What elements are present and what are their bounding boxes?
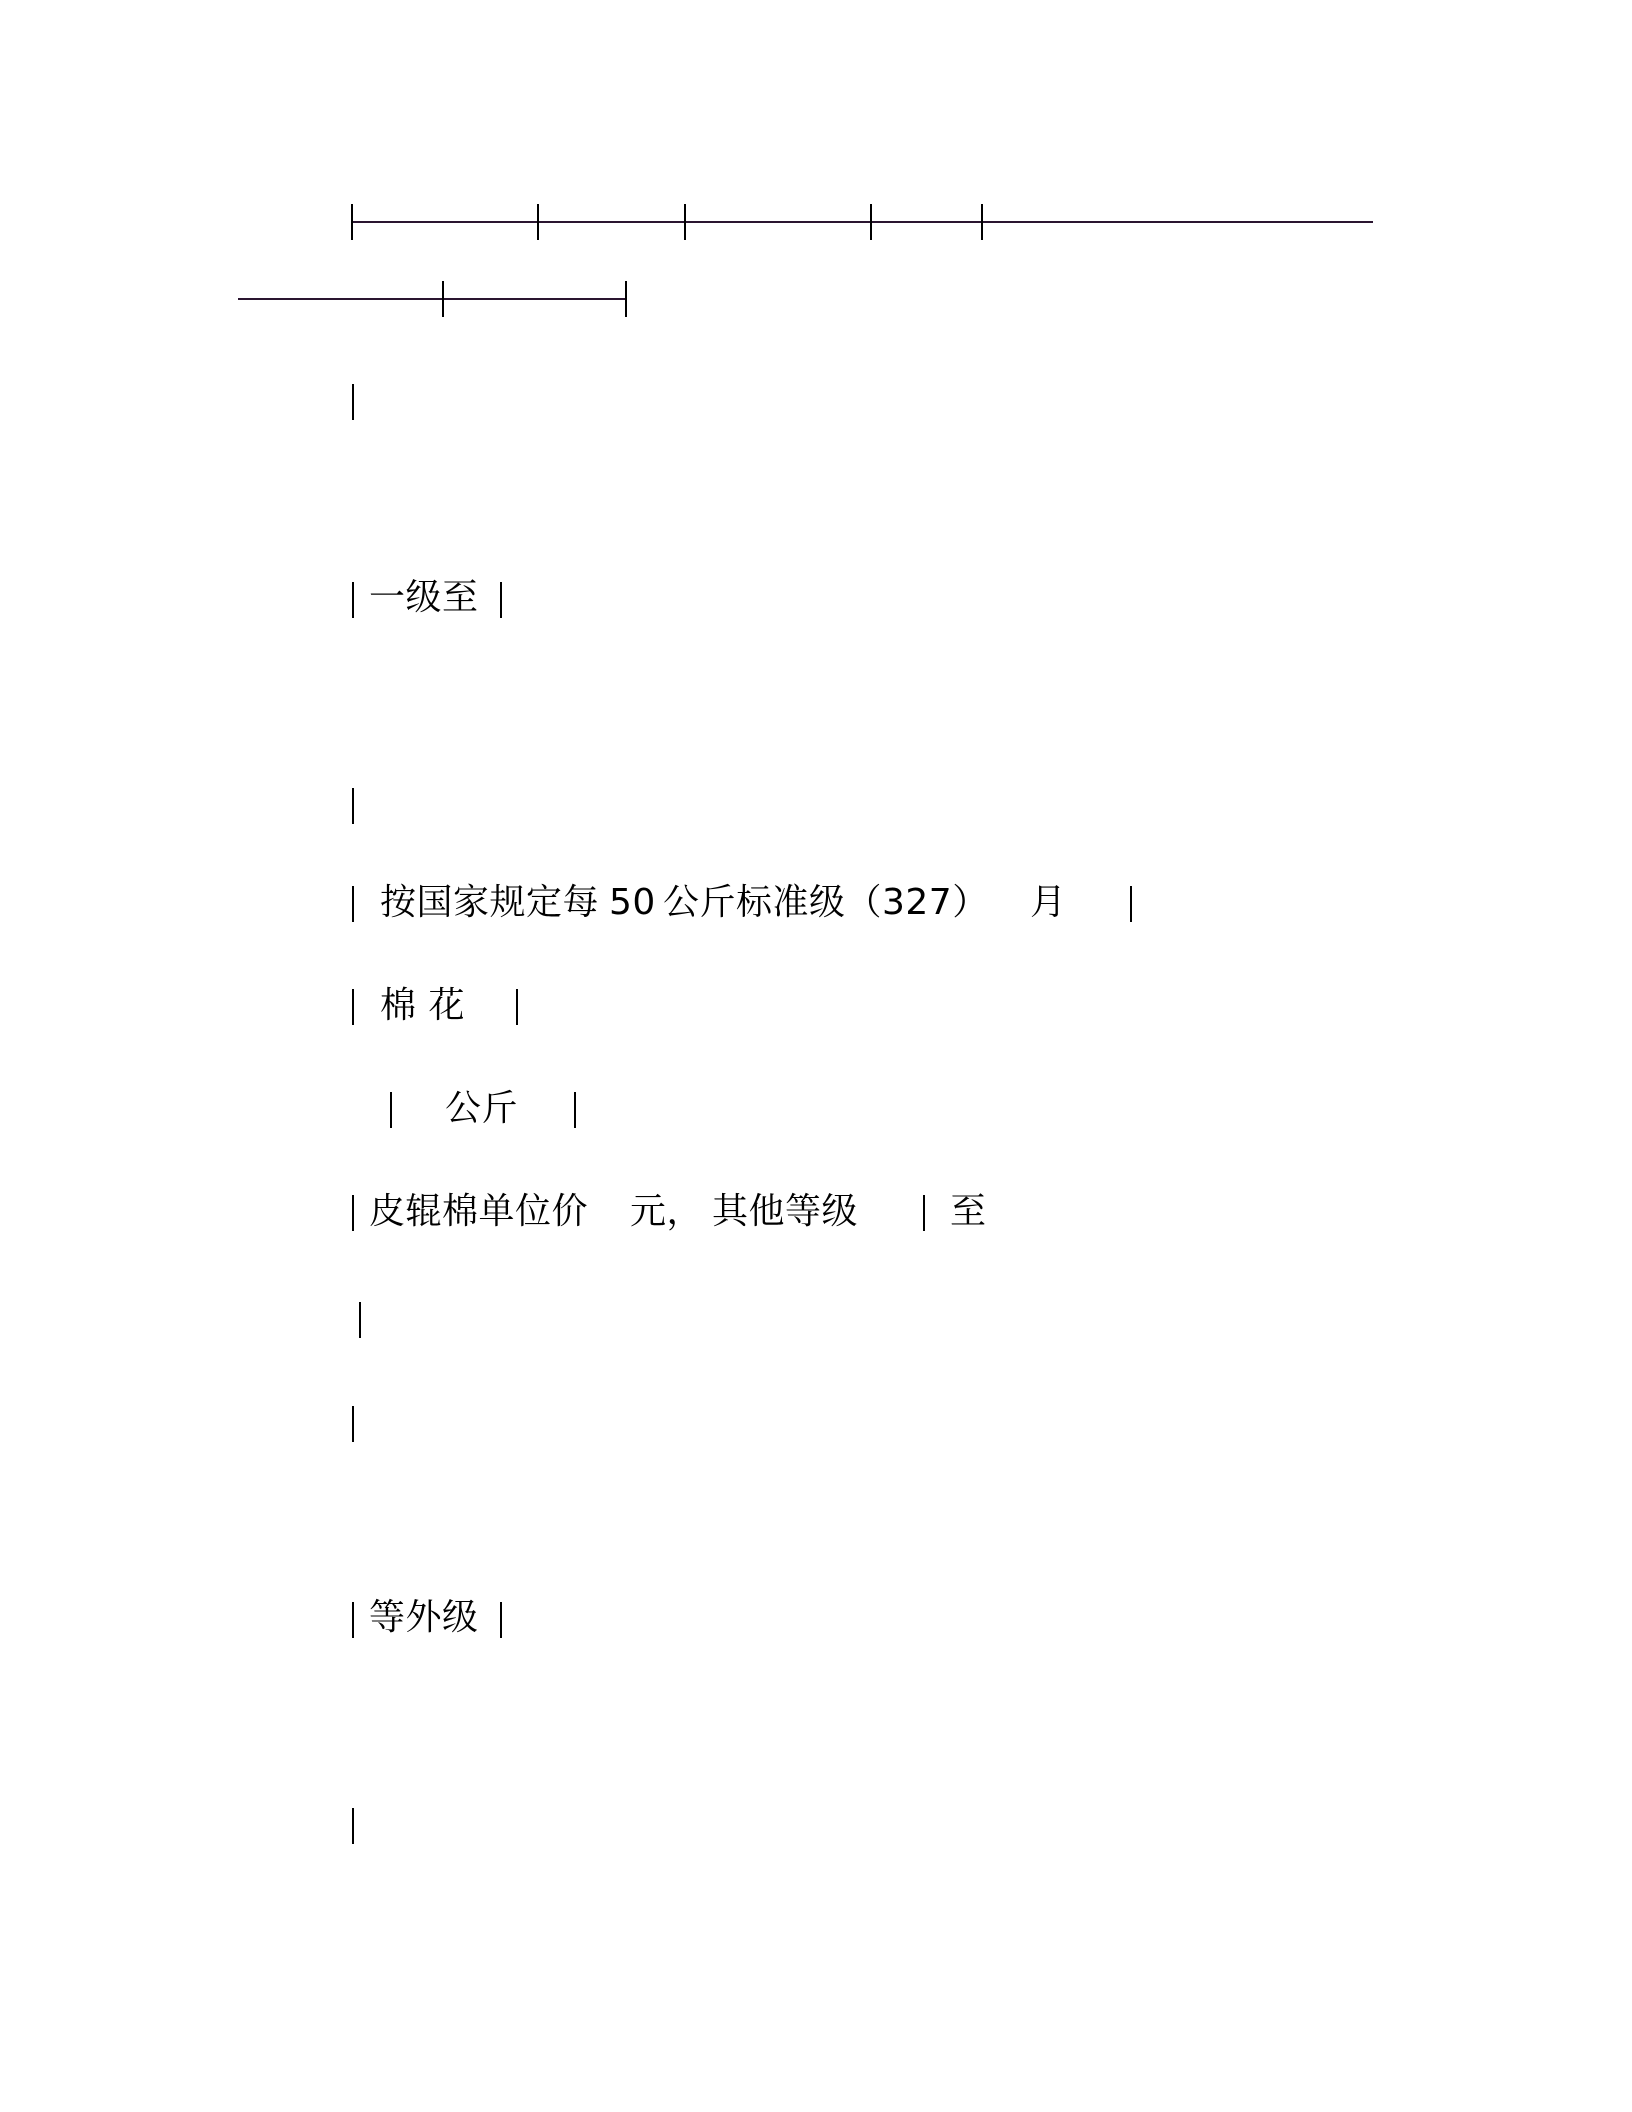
to-label: 至: [950, 1191, 987, 1232]
cell-border: [500, 1602, 502, 1638]
cell-border: [500, 582, 502, 618]
rule-divider: [981, 204, 983, 240]
form-rule-line: [351, 221, 1373, 223]
cell-border: [352, 1602, 354, 1638]
cell-border: [923, 1195, 925, 1231]
kg-label: 公斤: [445, 1088, 519, 1129]
cell-border: [1130, 886, 1132, 922]
cell-border: [352, 1808, 354, 1844]
rule-divider: [537, 204, 539, 240]
rule-divider: [625, 281, 627, 317]
sub-grade-label: 等外级: [369, 1597, 479, 1638]
roller-price-yuan: 元，: [630, 1191, 704, 1232]
roller-price-prefix: 皮辊棉单位价: [369, 1191, 589, 1232]
cell-border: [352, 788, 354, 824]
rule-divider: [684, 204, 686, 240]
cell-border: [352, 582, 354, 618]
national-rule-prefix: 按国家规定每: [380, 882, 600, 923]
grade-range-text: 一级至: [369, 577, 479, 618]
cell-border: [516, 989, 518, 1025]
national-rule-mid: 公斤标准级（327）: [663, 882, 989, 923]
form-rule-line: [238, 298, 626, 300]
cell-border: [352, 1406, 354, 1442]
cell-border: [359, 1302, 361, 1338]
cell-border: [352, 989, 354, 1025]
cell-border: [574, 1092, 576, 1128]
cell-border: [352, 384, 354, 420]
roller-price-other: 其他等级: [712, 1191, 859, 1232]
cell-border: [390, 1092, 392, 1128]
cotton-label: 棉 花: [380, 985, 465, 1026]
rule-divider: [870, 204, 872, 240]
national-rule-number: 50: [609, 882, 656, 923]
cell-border: [352, 1195, 354, 1231]
national-rule-month: 月: [1030, 882, 1067, 923]
rule-divider: [351, 204, 353, 240]
rule-divider: [442, 281, 444, 317]
cell-border: [352, 886, 354, 922]
